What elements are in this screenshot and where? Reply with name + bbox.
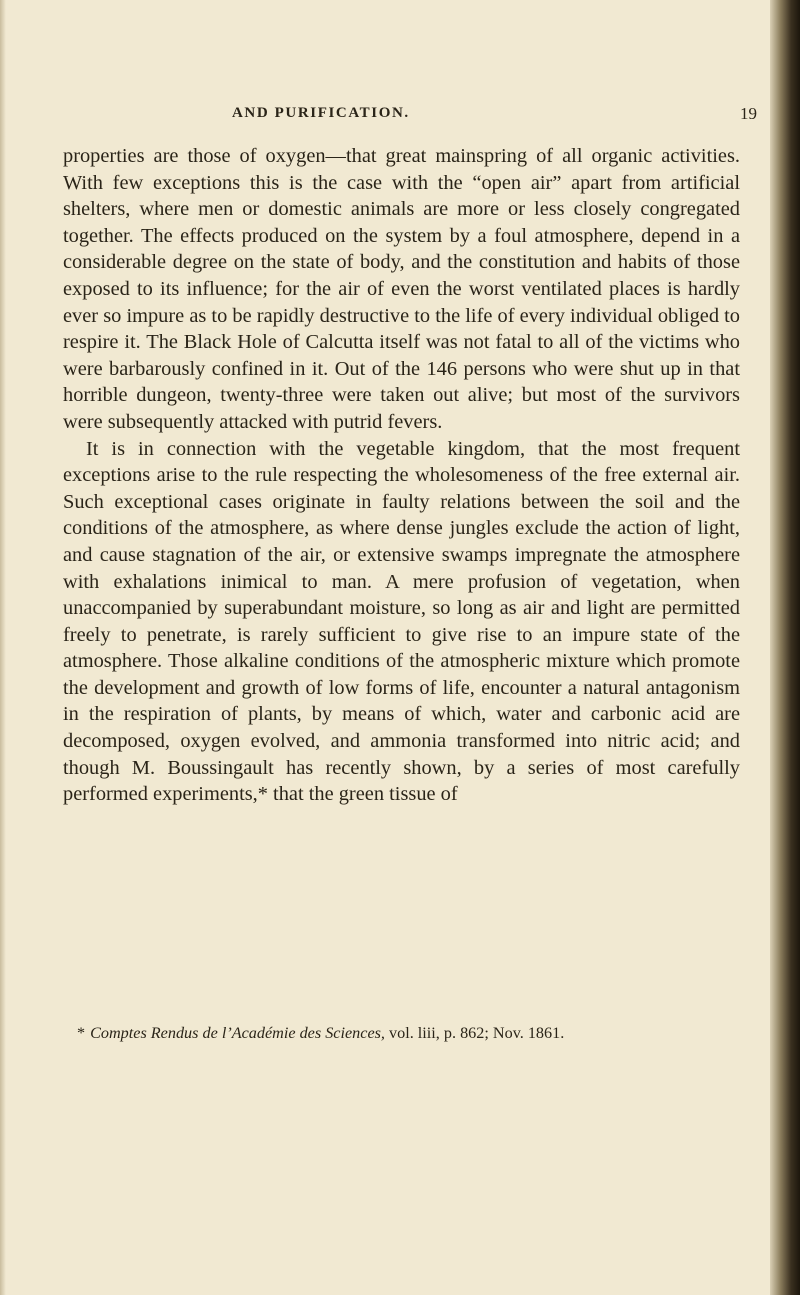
footnote-title: Comptes Rendus de l’Académie des Sciences, bbox=[90, 1024, 385, 1042]
page-header bbox=[0, 105, 770, 133]
paragraph: It is in connection with the vegetable kingdom, that the most frequent exceptions arise to the rule respecting the wholesomeness of the free external air. Such exceptional cases originate in faulty relations between the soil and the conditions of the atmosphere, as where dense jungles exclude the action of light, and cause stagnation of the air, or extensive swamps impregnate the atmosphere with exhalations inimical to man. A mere profusion of vegetation, when unaccompanied by superabundant moisture, so long as air and light are permitted freely to penetrate, is rarely sufficient to give rise to an impure state of the atmosphere. Those alkaline conditions of the atmospheric mixture which promote the development and growth of low forms of life, encounter a natural antagonism in the respiration of plants, by means of which, water and carbonic acid are decomposed, oxygen evolved, and ammonia transformed into nitric acid; and though M. Boussingault has recently shown, by a series of most carefully performed experiments,* that the green tissue of bbox=[63, 437, 740, 806]
running-head: AND PURIFICATION. bbox=[232, 105, 410, 121]
footnote bbox=[63, 1023, 740, 1044]
body-text bbox=[63, 143, 740, 808]
page-number: 19 bbox=[740, 104, 757, 123]
page-left-edge bbox=[0, 0, 6, 1295]
paragraph: properties are those of oxygen—that great mainspring of all organic activities. With few exceptions this is the case with the “open air” apart from artificial shelters, where men or domestic animals are more or less closely congregated together. The effects produced on the system by a foul atmosphere, depend in a considerable degree on the state of body, and the constitution and habits of those exposed to its influence; for the air of even the worst ventilated places is hardly ever so impure as to be rapidly destructive to the life of every individual obliged to respire it. The Black Hole of Calcutta itself was not fatal to all of the victims who were barbarously confined in it. Out of the 146 persons who were shut up in that horrible dungeon, twenty-three were taken out alive; but most of the survivors were subsequently attacked with putrid fevers. bbox=[63, 145, 740, 433]
book-spine-shadow bbox=[770, 0, 800, 1295]
footnote-marker: * bbox=[77, 1024, 86, 1042]
footnote-details: vol. liii, p. 862; Nov. 1861. bbox=[389, 1024, 565, 1042]
